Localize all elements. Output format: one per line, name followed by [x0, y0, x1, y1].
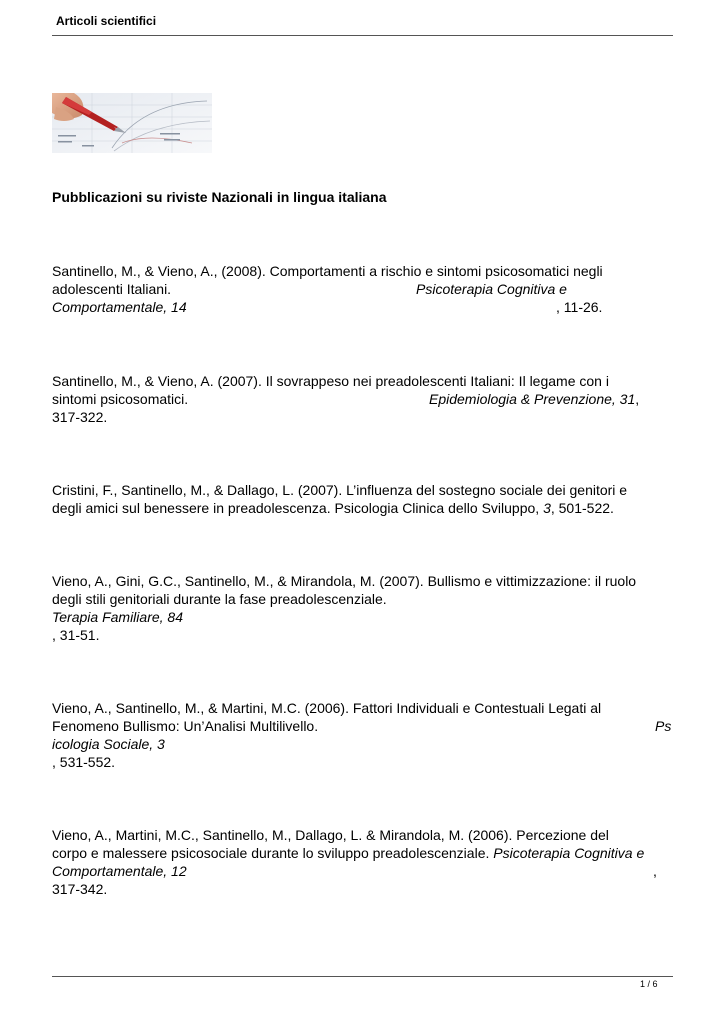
reference-journal: Epidemiologia & Prevenzione, 31 — [429, 391, 636, 407]
reference-pages: , 31-51. — [52, 627, 100, 643]
reference-text: degli amici sul benessere in preadolescenza. Psicologia Clinica dello Sviluppo, — [52, 500, 544, 516]
reference-journal: Comportamentale, 12 — [52, 863, 187, 879]
reference-journal: Psicoterapia Cognitiva e — [493, 845, 645, 861]
reference-text-group — [52, 499, 614, 517]
reference-journal: Comportamentale, 14 — [52, 299, 187, 315]
article-thumbnail-image — [52, 93, 212, 153]
reference-comma: , — [635, 391, 640, 407]
reference-volume: 3 — [543, 500, 551, 516]
reference-item-2 — [52, 372, 673, 426]
reference-journal: Psicoterapia Cognitiva e — [416, 281, 567, 297]
page-number: 1 / 6 — [640, 979, 658, 989]
section-title: Pubblicazioni su riviste Nazionali in lingua italiana — [52, 189, 387, 205]
reference-journal: Terapia Familiare, 84 — [52, 609, 183, 625]
pen-on-chart-picture — [52, 93, 212, 153]
reference-text: corpo e malessere psicosociale durante lo sviluppo preadolescenziale. — [52, 845, 494, 861]
header-divider — [52, 35, 673, 36]
document-header-title: Articoli scientifici — [56, 14, 157, 28]
reference-item-3 — [52, 481, 673, 517]
reference-pages: 317-322. — [52, 409, 108, 425]
reference-text: Cristini, F., Santinello, M., & Dallago, L. (2007). L’influenza del sostegno sociale dei genitori e — [52, 482, 628, 498]
reference-text: adolescenti Italiani. — [52, 281, 172, 297]
reference-text: Vieno, A., Gini, G.C., Santinello, M., & Mirandola, M. (2007). Bullismo e vittimizzazione: il ruolo — [52, 573, 637, 589]
reference-journal-group — [429, 390, 639, 408]
reference-pages: , 531-552. — [52, 754, 116, 770]
reference-text: Fenomeno Bullismo: Un’Analisi Multilivello. — [52, 718, 319, 734]
reference-item-4 — [52, 572, 673, 644]
reference-item-5 — [52, 699, 673, 771]
reference-pages: , 11-26. — [556, 299, 603, 315]
reference-text: sintomi psicosomatici. — [52, 391, 189, 407]
footer-divider — [52, 976, 673, 977]
reference-pages: , 501-522. — [550, 500, 614, 516]
reference-journal: icologia Sociale, 3 — [52, 736, 165, 752]
reference-text-group — [52, 844, 644, 862]
reference-text: Vieno, A., Martini, M.C., Santinello, M., Dallago, L. & Mirandola, M. (2006). Percezione del — [52, 827, 609, 843]
reference-text: Santinello, M., & Vieno, A., (2008). Comportamenti a rischio e sintomi psicosomatici negli — [52, 263, 603, 279]
reference-text: Vieno, A., Santinello, M., & Martini, M.C. (2006). Fattori Individuali e Contestuali Legati al — [52, 700, 602, 716]
reference-pages: 317-342. — [52, 881, 108, 897]
reference-item-1 — [52, 262, 673, 316]
reference-journal: Ps — [655, 718, 672, 734]
reference-text: degli stili genitoriali durante la fase preadolescenziale. — [52, 591, 387, 607]
reference-item-6 — [52, 826, 673, 898]
reference-text: Santinello, M., & Vieno, A. (2007). Il sovrappeso nei preadolescenti Italiani: Il legame con i — [52, 373, 609, 389]
reference-comma: , — [653, 863, 657, 879]
